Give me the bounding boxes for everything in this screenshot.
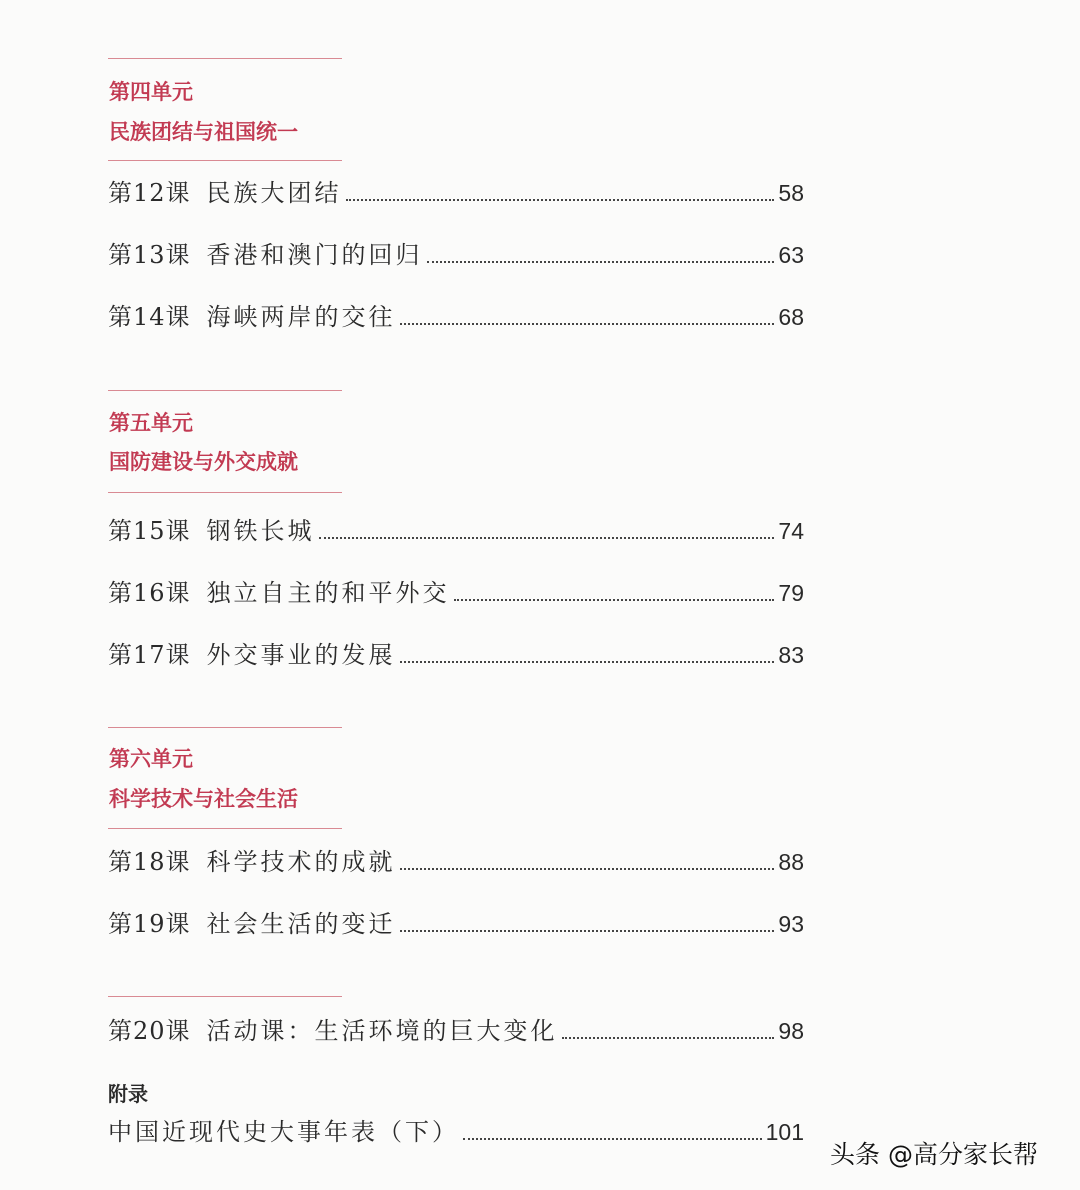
- lesson-title: 海峡两岸的交往: [206, 303, 396, 331]
- lesson-title: 活动课：生活环境的巨大变化: [206, 1017, 558, 1045]
- dot-leader: [400, 868, 775, 870]
- unit-label: 第四单元: [109, 79, 193, 104]
- dot-leader: [346, 199, 775, 201]
- rule: [108, 996, 342, 997]
- dot-leader: [463, 1138, 762, 1140]
- toc-entry[interactable]: [108, 578, 804, 608]
- lesson-number: 第15课: [108, 517, 191, 545]
- unit-label: 第六单元: [109, 746, 193, 771]
- toc-entry[interactable]: [108, 909, 804, 939]
- dot-leader: [562, 1037, 775, 1039]
- lesson-number: 第13课: [108, 241, 191, 269]
- toc-entry[interactable]: [108, 640, 804, 670]
- rule: [108, 160, 342, 161]
- page-number: 101: [765, 1119, 804, 1145]
- page-number: 74: [778, 518, 804, 544]
- lesson-title: 钢铁长城: [206, 517, 315, 545]
- toc-entry[interactable]: [108, 178, 804, 208]
- appendix-heading: 附录: [108, 1084, 148, 1106]
- dot-leader: [427, 261, 775, 263]
- unit-title: 民族团结与祖国统一: [109, 119, 298, 144]
- toc-entry[interactable]: [108, 1016, 804, 1046]
- unit-label: 第五单元: [109, 410, 193, 435]
- toc-entry[interactable]: [108, 847, 804, 877]
- dot-leader: [319, 537, 775, 539]
- lesson-title: 香港和澳门的回归: [206, 241, 423, 269]
- toc-entry[interactable]: [108, 516, 804, 546]
- dot-leader: [400, 661, 775, 663]
- lesson-title: 社会生活的变迁: [206, 910, 396, 938]
- toc-entry-appendix[interactable]: [108, 1117, 804, 1147]
- rule: [108, 58, 342, 59]
- toc-entry[interactable]: [108, 240, 804, 270]
- rule: [108, 828, 342, 829]
- rule: [108, 727, 342, 728]
- page-number: 83: [778, 642, 804, 668]
- lesson-title: 民族大团结: [206, 179, 342, 207]
- toc-entry[interactable]: [108, 302, 804, 332]
- lesson-number: 第17课: [108, 641, 191, 669]
- dot-leader: [400, 930, 775, 932]
- page-number: 98: [778, 1018, 804, 1044]
- lesson-number: 第18课: [108, 848, 191, 876]
- lesson-number: 第20课: [108, 1017, 191, 1045]
- page-number: 58: [778, 180, 804, 206]
- lesson-number: 第14课: [108, 303, 191, 331]
- dot-leader: [400, 323, 775, 325]
- dot-leader: [454, 599, 775, 601]
- appendix-title: 中国近现代史大事年表（下）: [108, 1118, 459, 1146]
- rule: [108, 390, 342, 391]
- unit-title: 国防建设与外交成就: [109, 449, 298, 474]
- lesson-title: 科学技术的成就: [206, 848, 396, 876]
- page-number: 93: [778, 911, 804, 937]
- page-number: 79: [778, 580, 804, 606]
- lesson-title: 独立自主的和平外交: [206, 579, 450, 607]
- page-number: 68: [778, 304, 804, 330]
- unit-title: 科学技术与社会生活: [109, 786, 298, 811]
- page-number: 63: [778, 242, 804, 268]
- rule: [108, 492, 342, 493]
- lesson-number: 第16课: [108, 579, 191, 607]
- page-number: 88: [778, 849, 804, 875]
- lesson-title: 外交事业的发展: [206, 641, 396, 669]
- watermark: 头条 @高分家长帮: [830, 1140, 1038, 1169]
- lesson-number: 第12课: [108, 179, 191, 207]
- lesson-number: 第19课: [108, 910, 191, 938]
